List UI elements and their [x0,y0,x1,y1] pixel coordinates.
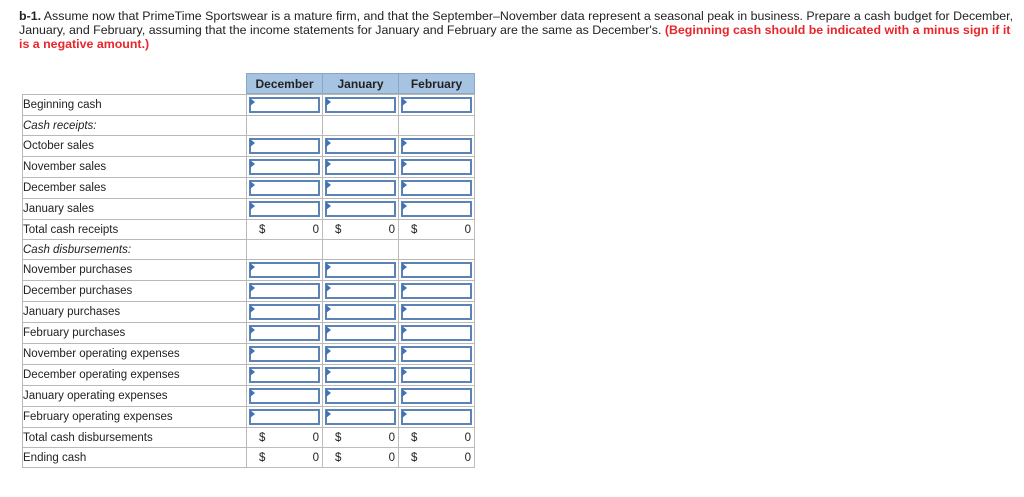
total-value [399,224,474,236]
table-row [23,428,475,448]
amount-input-january[interactable] [325,159,396,175]
total-cell-january [323,220,399,240]
amount-input-january[interactable] [325,97,396,113]
total-amount: 0 [464,431,471,444]
table-row [23,116,475,136]
cell-december [247,407,323,428]
cell-december [247,323,323,344]
total-amount: 0 [388,451,395,464]
amount-input-january[interactable] [325,325,396,341]
table-row [23,199,475,220]
amount-input-february[interactable] [401,283,472,299]
amount-input-february[interactable] [401,97,472,113]
total-amount: 0 [388,223,395,236]
amount-input-january[interactable] [325,388,396,404]
empty-cell [399,240,475,260]
cell-february [399,323,475,344]
cell-february [399,386,475,407]
total-cell-january [323,448,399,468]
amount-input-february[interactable] [401,346,472,362]
amount-input-february[interactable] [401,409,472,425]
empty-cell [323,240,399,260]
total-cell-december [247,428,323,448]
currency-symbol: $ [259,431,266,444]
total-cell-february [399,428,475,448]
amount-input-january[interactable] [325,367,396,383]
amount-input-december[interactable] [249,283,320,299]
cell-february [399,157,475,178]
question-tag: b-1. [19,9,42,23]
amount-input-january[interactable] [325,283,396,299]
currency-symbol: $ [259,223,266,236]
currency-symbol: $ [411,223,418,236]
currency-symbol: $ [411,451,418,464]
cell-january [323,178,399,199]
amount-input-december[interactable] [249,138,320,154]
amount-input-december[interactable] [249,325,320,341]
cell-january [323,386,399,407]
row-label: December sales [23,178,247,199]
amount-input-february[interactable] [401,180,472,196]
cell-january [323,365,399,386]
amount-input-february[interactable] [401,159,472,175]
total-cell-february [399,220,475,240]
row-label: January purchases [23,302,247,323]
table-row [23,220,475,240]
amount-input-december[interactable] [249,159,320,175]
cell-december [247,199,323,220]
row-label: February operating expenses [23,407,247,428]
column-header-february: February [399,74,475,94]
total-value [323,432,398,444]
empty-cell [247,240,323,260]
amount-input-january[interactable] [325,138,396,154]
cell-february [399,136,475,157]
row-label: October sales [23,136,247,157]
total-value [323,224,398,236]
row-label: Beginning cash [23,95,247,116]
currency-symbol: $ [335,223,342,236]
table-row [23,178,475,199]
table-row [23,136,475,157]
column-header-january: January [323,74,399,94]
amount-input-february[interactable] [401,201,472,217]
row-label: November operating expenses [23,344,247,365]
total-value [399,432,474,444]
empty-cell [399,116,475,136]
table-body [23,94,475,468]
amount-input-december[interactable] [249,346,320,362]
row-label: January sales [23,199,247,220]
amount-input-february[interactable] [401,388,472,404]
amount-input-january[interactable] [325,346,396,362]
cell-december [247,95,323,116]
cell-february [399,178,475,199]
header-row [23,74,475,94]
total-value [247,224,322,236]
amount-input-december[interactable] [249,367,320,383]
total-cell-february [399,448,475,468]
table-row [23,302,475,323]
cell-february [399,260,475,281]
table-row [23,260,475,281]
cell-january [323,407,399,428]
amount-input-january[interactable] [325,201,396,217]
question-hint: (Beginning cash should be indicated with a minus sign if it is a negative amount.) [19,23,1011,51]
header-blank [23,74,247,94]
cell-december [247,281,323,302]
row-label: Total cash receipts [23,220,247,240]
currency-symbol: $ [411,431,418,444]
row-label: Total cash disbursements [23,428,247,448]
currency-symbol: $ [335,451,342,464]
cell-february [399,344,475,365]
row-label: February purchases [23,323,247,344]
cell-january [323,95,399,116]
total-value [323,452,398,464]
cell-december [247,344,323,365]
table-row [23,95,475,116]
total-cell-december [247,448,323,468]
row-label: January operating expenses [23,386,247,407]
cash-budget-table [22,73,475,468]
cell-december [247,386,323,407]
cell-february [399,95,475,116]
total-value [399,452,474,464]
table-row [23,344,475,365]
amount-input-january[interactable] [325,409,396,425]
cell-december [247,302,323,323]
total-amount: 0 [388,431,395,444]
amount-input-december[interactable] [249,97,320,113]
cell-december [247,260,323,281]
table-row [23,157,475,178]
total-cell-january [323,428,399,448]
empty-cell [247,116,323,136]
cell-january [323,157,399,178]
total-value [247,452,322,464]
cell-january [323,199,399,220]
cell-january [323,281,399,302]
total-value [247,432,322,444]
cell-december [247,157,323,178]
empty-cell [323,116,399,136]
row-label: December purchases [23,281,247,302]
table-row [23,281,475,302]
cell-january [323,344,399,365]
section-label: Cash disbursements: [23,240,247,260]
amount-input-january[interactable] [325,262,396,278]
amount-input-february[interactable] [401,367,472,383]
cell-january [323,302,399,323]
row-label: November sales [23,157,247,178]
amount-input-december[interactable] [249,409,320,425]
section-label: Cash receipts: [23,116,247,136]
cell-february [399,302,475,323]
total-amount: 0 [312,451,319,464]
amount-input-december[interactable] [249,388,320,404]
cell-december [247,136,323,157]
currency-symbol: $ [259,451,266,464]
table-row [23,407,475,428]
total-amount: 0 [464,223,471,236]
cell-december [247,365,323,386]
amount-input-december[interactable] [249,180,320,196]
cell-february [399,199,475,220]
cell-january [323,136,399,157]
row-label: November purchases [23,260,247,281]
amount-input-february[interactable] [401,325,472,341]
amount-input-december[interactable] [249,304,320,320]
table-row [23,448,475,468]
question-body: Assume now that PrimeTime Sportswear is a mature firm, and that the September–November data represent a seasonal peak in business. Prepare a cash budget for December, January, and February, assuming that the income statements for January and February are the same as December's. [19,9,1014,37]
cell-february [399,365,475,386]
total-amount: 0 [312,223,319,236]
table-row [23,386,475,407]
row-label: Ending cash [23,448,247,468]
total-amount: 0 [464,451,471,464]
total-cell-december [247,220,323,240]
table-row [23,323,475,344]
column-header-december: December [247,74,323,94]
currency-symbol: $ [335,431,342,444]
amount-input-january[interactable] [325,180,396,196]
amount-input-february[interactable] [401,138,472,154]
cell-february [399,281,475,302]
cell-january [323,260,399,281]
amount-input-january[interactable] [325,304,396,320]
question-text [19,9,1019,51]
amount-input-february[interactable] [401,262,472,278]
cell-february [399,407,475,428]
table-row [23,240,475,260]
amount-input-december[interactable] [249,201,320,217]
table-row [23,365,475,386]
total-amount: 0 [312,431,319,444]
cell-january [323,323,399,344]
amount-input-february[interactable] [401,304,472,320]
cell-december [247,178,323,199]
amount-input-december[interactable] [249,262,320,278]
row-label: December operating expenses [23,365,247,386]
